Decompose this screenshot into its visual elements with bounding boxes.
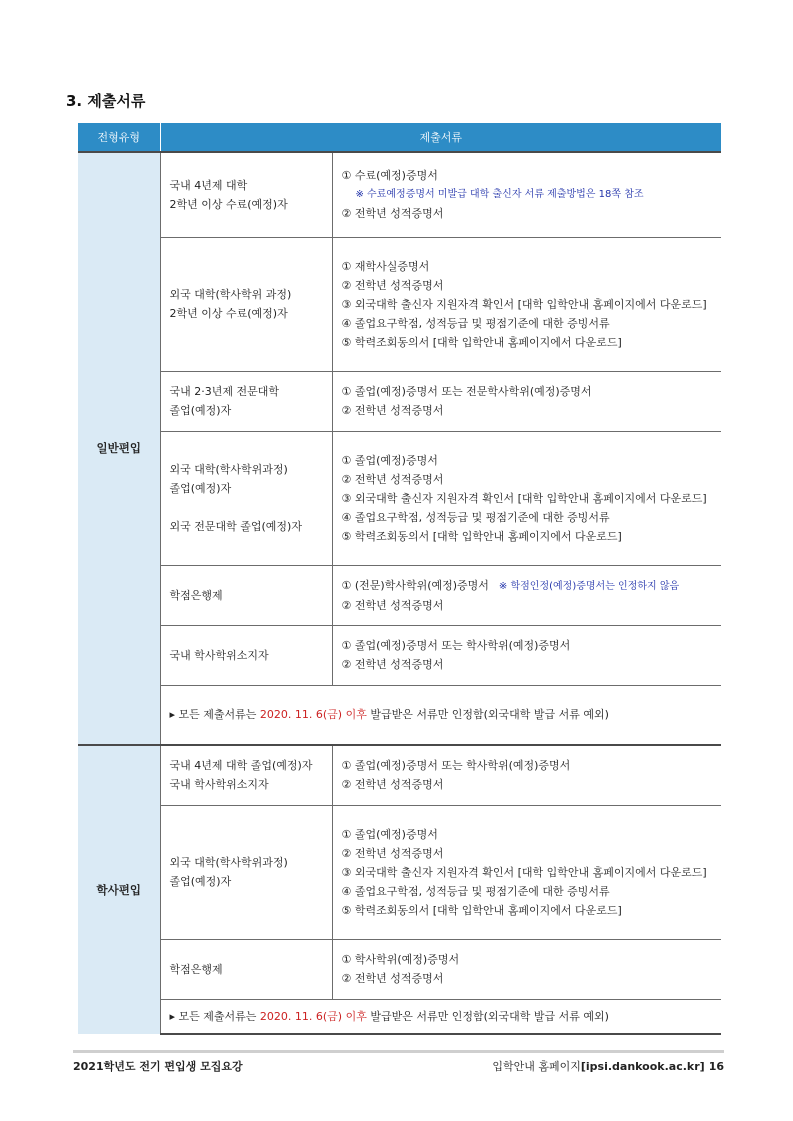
category-cell: 외국 대학(학사학위 과정) 2학년 이상 수료(예정)자 xyxy=(160,237,332,371)
footer-divider xyxy=(73,1050,724,1053)
table-row xyxy=(78,805,721,939)
table-row xyxy=(78,745,721,805)
docs-cell: ① (전문)학사학위(예정)증명서 ※ 학점인정(예정)증명서는 인정하지 않음 ② 전학년 성적증명서 xyxy=(332,565,721,625)
footer-info xyxy=(492,1058,724,1074)
footer-url[interactable]: [ipsi.dankook.ac.kr] xyxy=(580,1060,705,1073)
category-cell: 학점은행제 xyxy=(160,939,332,999)
type-bachelor: 학사편입 xyxy=(78,745,160,1034)
table-header xyxy=(78,123,721,152)
category-cell: 국내 2·3년제 전문대학 졸업(예정)자 xyxy=(160,371,332,431)
docs-cell: ① 졸업(예정)증명서 또는 학사학위(예정)증명서 ② 전학년 성적증명서 xyxy=(332,625,721,685)
table-row xyxy=(78,152,721,237)
note: ※ 학점인정(예정)증명서는 인정하지 않음 xyxy=(498,580,680,592)
docs-cell: ① 재학사실증명서 ② 전학년 성적증명서 ③ 외국대학 출신자 지원자격 확인서 [대학 입학안내 홈페이지에서 다운로드] ④ 졸업요구학점, 성적등급 및 평점기준에 대한 증빙서류 ⑤ 학력조회동의서 [대학 입학안내 홈페이지에서 다운로드] xyxy=(332,237,721,371)
footer-label: 입학안내 홈페이지 xyxy=(492,1060,581,1073)
footnote-row xyxy=(78,685,721,745)
category-cell: 국내 4년제 대학 졸업(예정)자 국내 학사학위소지자 xyxy=(160,745,332,805)
category-cell: 국내 4년제 대학 2학년 이상 수료(예정)자 xyxy=(160,152,332,237)
table-row xyxy=(78,625,721,685)
documents-table xyxy=(78,123,721,1035)
table-row xyxy=(78,371,721,431)
table-row xyxy=(78,939,721,999)
header-docs: 제출서류 xyxy=(160,123,721,152)
header-type: 전형유형 xyxy=(78,123,160,152)
docs-cell: ① 학사학위(예정)증명서 ② 전학년 성적증명서 xyxy=(332,939,721,999)
footnote: ▸ 모든 제출서류는 2020. 11. 6(금) 이후 발급받은 서류만 인정함(외국대학 발급 서류 예외) xyxy=(160,999,721,1034)
category-cell: 국내 학사학위소지자 xyxy=(160,625,332,685)
footer-title: 2021학년도 전기 편입생 모집요강 xyxy=(73,1060,243,1073)
category-cell: 외국 대학(학사학위과정) 졸업(예정)자 xyxy=(160,805,332,939)
docs-cell: ① 졸업(예정)증명서 또는 학사학위(예정)증명서 ② 전학년 성적증명서 xyxy=(332,745,721,805)
table-row xyxy=(78,565,721,625)
docs-cell: ① 졸업(예정)증명서 또는 전문학사학위(예정)증명서 ② 전학년 성적증명서 xyxy=(332,371,721,431)
table-row xyxy=(78,237,721,371)
page-number: 16 xyxy=(708,1060,724,1073)
footnote: ▸ 모든 제출서류는 2020. 11. 6(금) 이후 발급받은 서류만 인정함(외국대학 발급 서류 예외) xyxy=(160,685,721,745)
category-cell: 외국 대학(학사학위과정) 졸업(예정)자 외국 전문대학 졸업(예정)자 xyxy=(160,431,332,565)
docs-cell: ① 졸업(예정)증명서 ② 전학년 성적증명서 ③ 외국대학 출신자 지원자격 확인서 [대학 입학안내 홈페이지에서 다운로드] ④ 졸업요구학점, 성적등급 및 평점기준에 대한 증빙서류 ⑤ 학력조회동의서 [대학 입학안내 홈페이지에서 다운로드] xyxy=(332,431,721,565)
table-row xyxy=(78,431,721,565)
category-cell: 학점은행제 xyxy=(160,565,332,625)
note: ※ 수료예정증명서 미발급 대학 출신자 서류 제출방법은 18쪽 참조 xyxy=(355,189,644,201)
section-title: 3. 제출서류 xyxy=(66,92,146,110)
type-general: 일반편입 xyxy=(78,152,160,745)
footnote-row xyxy=(78,999,721,1034)
docs-cell: ① 수료(예정)증명서 ※ 수료예정증명서 미발급 대학 출신자 서류 제출방법은 18쪽 참조 ② 전학년 성적증명서 xyxy=(332,152,721,237)
docs-cell: ① 졸업(예정)증명서 ② 전학년 성적증명서 ③ 외국대학 출신자 지원자격 확인서 [대학 입학안내 홈페이지에서 다운로드] ④ 졸업요구학점, 성적등급 및 평점기준에 대한 증빙서류 ⑤ 학력조회동의서 [대학 입학안내 홈페이지에서 다운로드] xyxy=(332,805,721,939)
